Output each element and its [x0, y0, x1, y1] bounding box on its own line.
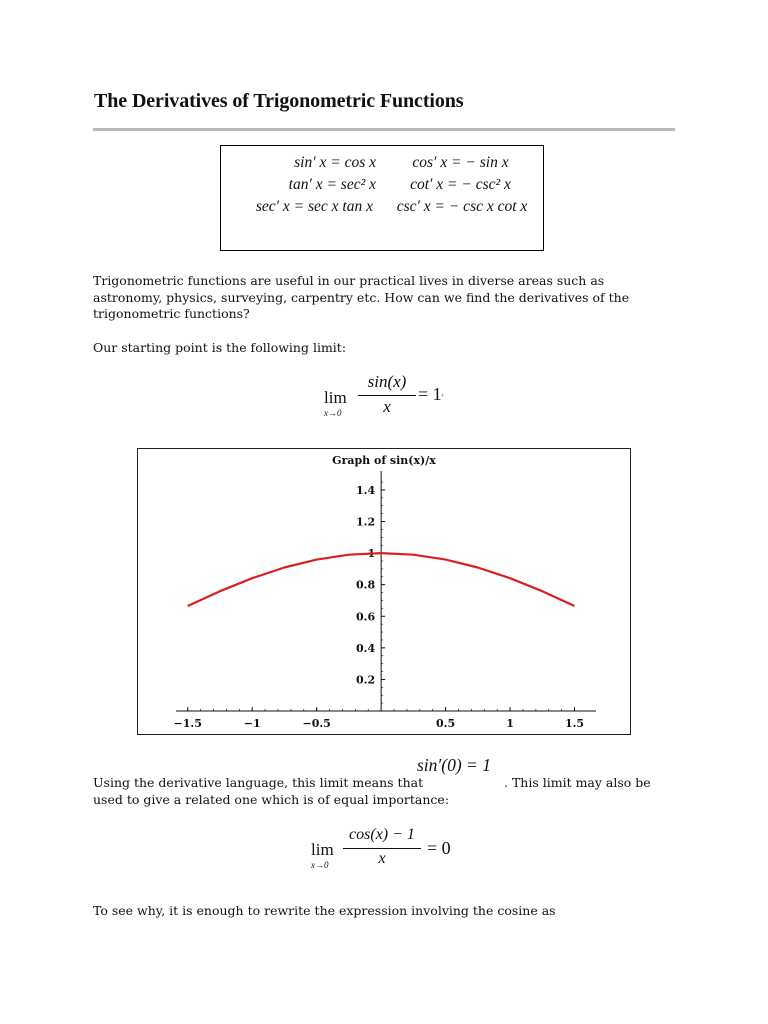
x-tick-label: 1 [506, 717, 514, 730]
page-title: The Derivatives of Trigonometric Functions [94, 90, 464, 112]
formula-left-row-1: sin′ x = cos x [294, 154, 376, 171]
x-tick-label: −1.5 [173, 717, 202, 730]
lim-subscript: x→0 [311, 860, 329, 870]
derivative-language-text-3: used to give a related one which is of equal importance: [93, 792, 450, 807]
sinx-over-x-chart [137, 448, 631, 735]
starting-point-paragraph: Our starting point is the following limit: [93, 340, 347, 355]
fraction-denominator: x [383, 397, 391, 416]
fraction-bar [343, 848, 421, 849]
equation-rhs: = 1 [418, 384, 442, 404]
formula-right-row-1: cos′ x = − sin x [412, 154, 509, 171]
x-tick-label: −0.5 [302, 717, 331, 730]
fraction-denominator: x [378, 850, 386, 867]
limit-sin-equation [320, 372, 450, 418]
formula-left-row-3: sec′ x = sec x tan x [255, 198, 373, 215]
limit-cos-equation [311, 826, 471, 874]
y-tick-label: 1.2 [355, 515, 376, 529]
derivative-language-text-1: Using the derivative language, this limit means that [93, 775, 424, 790]
equation-trail: , [441, 384, 444, 398]
fraction-bar [358, 395, 416, 396]
y-tick-label: 1.4 [355, 483, 376, 497]
y-tick-label: 1 [367, 547, 376, 561]
formula-right-row-2: cot′ x = − csc² x [410, 176, 511, 193]
y-tick-label: 0.2 [355, 673, 376, 687]
intro-paragraph: Trigonometric functions are useful in our practical lives in diverse areas such as astronomy, physics, surveying, carpentry etc. How can we find the derivatives of the trigonometric functions? [93, 273, 634, 321]
derivatives-formula-box [220, 145, 544, 251]
y-tick-label: 0.6 [355, 610, 376, 624]
chart-title: Graph of sin(x)/x [332, 454, 436, 467]
lim-label: lim [311, 840, 334, 859]
sin-prime-zero-equation: sin′(0) = 1 [417, 755, 491, 775]
title-divider [93, 128, 675, 131]
fraction-numerator: cos(x) − 1 [349, 826, 415, 843]
rewrite-paragraph: To see why, it is enough to rewrite the expression involving the cosine as [93, 903, 556, 918]
x-tick-label: −1 [243, 717, 261, 730]
y-tick-label: 0.8 [355, 578, 376, 592]
lim-label: lim [324, 388, 347, 407]
lim-subscript: x→0 [324, 408, 342, 418]
x-tick-label: 0.5 [436, 717, 456, 730]
fraction-numerator: sin(x) [367, 372, 407, 391]
y-tick-label: 0.4 [355, 641, 376, 655]
formula-left-row-2: tan′ x = sec² x [288, 176, 376, 193]
equation-rhs: = 0 [427, 838, 451, 858]
derivative-language-text-2: . This limit may also be [504, 775, 651, 790]
formula-right-row-3: csc′ x = − csc x cot x [396, 198, 528, 215]
x-tick-label: 1.5 [564, 717, 585, 730]
chart-canvas [138, 449, 629, 733]
